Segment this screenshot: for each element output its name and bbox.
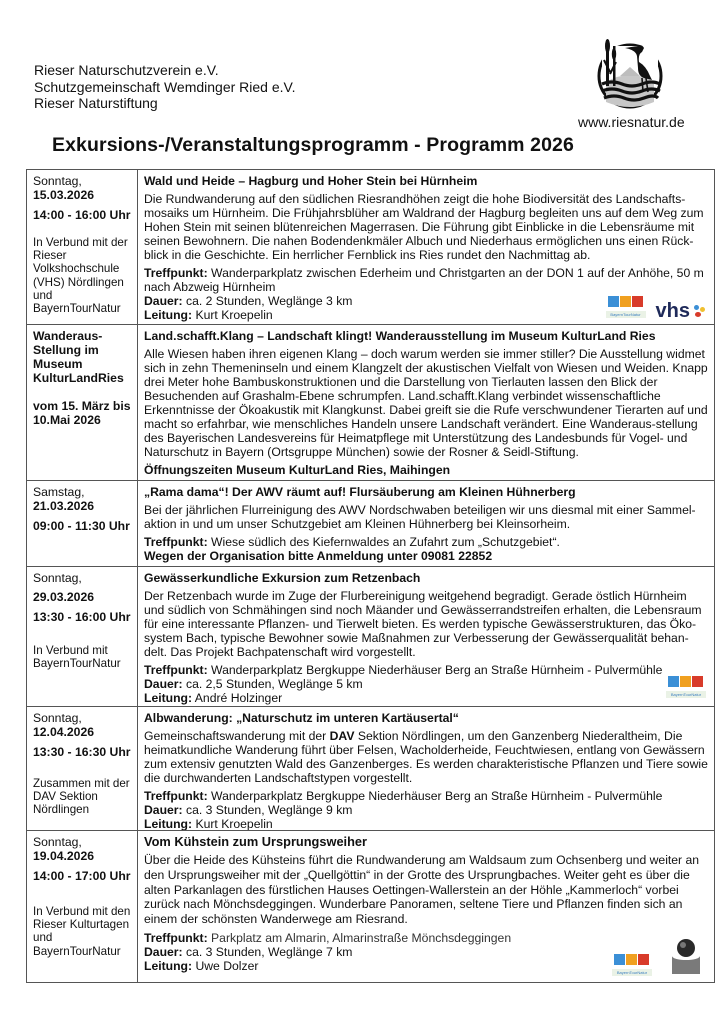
event-description: Der Retzenbach wurde im Zuge der Flurbereinigung weitgehend begradigt. Gerade östlich Hürnheim und südlich von Schmähingen sind noch Mäander und Gewässerrandstreifen erhalten, die Lebensraum für eine interessante Pflanzen- und Tierwelt bieten. Es werden typische Gewässerstrukturen, das Öko-system Bach, typische Bewohner sowie Maßnahmen zur Verbesserung der Gewässerqualität behan-delt. Das Projekt Bachpatenschaft wird vorgestellt. <box>144 589 702 659</box>
event-date: 19.04.2026 <box>33 849 94 863</box>
event-duration: Dauer: ca. 2,5 Stunden, Weglänge 5 km <box>144 677 363 691</box>
org-name: Rieser Naturschutzverein e.V. <box>34 62 219 78</box>
event-leader: Leitung: André Holzinger <box>144 691 283 705</box>
organizations-block <box>34 62 295 112</box>
event-meeting-point: Treffpunkt: Wanderparkplatz Bergkuppe Niederhäuser Berg an Straße Hürnheim - Pulvermühle <box>144 789 663 803</box>
bayerntournatur-logo-icon: BayernTourNatur <box>666 670 706 698</box>
exhibition-period: vom 15. März bis 10.Mai 2026 <box>33 399 131 427</box>
event-row <box>27 830 714 982</box>
event-description: Gemeinschaftswanderung mit der DAV Sektion Nördlingen, um den Ganzenberg Niederaltheim, Die heimatkundliche Wanderung führt über Felsen, Wacholderheide, Feuchtwiesen, entlang von Gewässern zum extensiv genutzten Wald des Ganzenberges. Es werden charakteristische Pflanzen und Tiere sowie die durchwanderten Landschaftstypen vorgestellt. <box>144 729 708 785</box>
event-details-cell <box>138 831 714 982</box>
exhibition-info-cell <box>27 325 138 480</box>
org-name: Schutzgemeinschaft Wemdinger Ried e.V. <box>34 78 296 95</box>
event-date-cell <box>27 707 138 830</box>
vhs-logo-icon: vhs <box>656 304 706 318</box>
event-partner: In Verbund mit BayernTourNatur <box>33 644 121 671</box>
event-duration: Dauer: ca. 3 Stunden, Weglänge 9 km <box>144 803 353 817</box>
event-date: 15.03.2026 <box>33 188 94 202</box>
event-date: 12.04.2026 <box>33 725 94 739</box>
registration-note: Wegen der Organisation bitte Anmeldung unter 09081 22852 <box>144 549 493 563</box>
event-title: Land.schafft.Klang – Landschaft klingt! Wanderausstellung im Museum KulturLand Ries <box>144 329 656 343</box>
page-title: Exkursions-/Veranstaltungsprogramm - Programm 2026 <box>52 134 574 156</box>
event-day: Sonntag, <box>33 571 82 585</box>
event-row <box>27 566 714 706</box>
event-date-cell <box>27 567 138 706</box>
website-link[interactable]: www.riesnatur.de <box>578 114 685 130</box>
exhibition-row <box>27 324 714 480</box>
event-day: Samstag, <box>33 485 85 499</box>
exhibition-details-cell <box>138 325 714 480</box>
org-name: Rieser Naturstiftung <box>34 95 158 111</box>
event-title: Gewässerkundliche Exkursion zum Retzenbach <box>144 571 421 585</box>
event-meeting-point: Treffpunkt: Wanderparkplatz zwischen Ederheim und Christgarten an der DON 1 auf der Anhöhe, 50 m nach Abzweig Hürnheim <box>144 266 704 294</box>
event-description: Die Rundwanderung auf den südlichen Riesrandhöhen zeigt die hohe Biodiversität des Landschafts-mosaiks um Hürnheim. Die Frühjahrsblüher am Waldrand der Hagburg begleiten uns auf dem Weg zum Hohen Stein mit seinen blütenreichen Magerrasen. Die Führung gibt Einblicke in die Lebensräume mit seinen Bewohnern. Die nahen Bodendenkmäler Albuch und Niederhaus ermöglichen uns einen Rück-blick in die Geschichte. Ein herrlicher Fernblick ins Ries rundet den Nachmittag ab. <box>144 192 704 262</box>
program-table <box>26 169 715 983</box>
bayerntournatur-logo-icon: BayernTourNatur <box>606 290 646 318</box>
event-details-cell <box>138 567 714 706</box>
event-partner: In Verbund mit den Rieser Kulturtagen und BayernTourNatur <box>33 905 131 958</box>
event-title: Wald und Heide – Hagburg und Hoher Stein bei Hürnheim <box>144 174 478 188</box>
event-meeting-point: Treffpunkt: Wiese südlich des Kiefernwaldes an Zufahrt zum „Schutzgebiet“. <box>144 535 560 549</box>
event-time: 13:30 - 16:30 Uhr <box>33 745 131 759</box>
event-duration: Dauer: ca. 2 Stunden, Weglänge 3 km <box>144 294 353 308</box>
event-day: Sonntag, <box>33 711 82 725</box>
event-row <box>27 170 714 324</box>
event-meeting-point: Treffpunkt: Parkplatz am Almarin, Almarinstraße Mönchsdeggingen <box>144 930 512 945</box>
event-description: Alle Wiesen haben ihren eigenen Klang – doch warum werden sie immer stiller? Die Ausstellung widmet sich in zehn Themeninseln und einem Klangzelt der akustischen Vielfalt von Wiesen und Weiden. Knapp drei Meter hohe Bambuskonstruktionen und die Darstellung von Tierlauten lassen den Blick der Besuchenden auf Grashalm-Ebene schrumpfen. Land.schafft.Klang verbindet wissenschaftliche Erkenntnisse der Ökoakustik mit Klangkunst. Dabei greift sie die Rufe verschwundener Tierarten auf und macht so erfahrbar, wie menschliches Handeln unsere Landschaft verändert. Eine Wanderaus-stellung des Bayerischen Landesvereins für Heimatpflege mit Unterstützung des Landesbunds für Vogel- und Naturschutz in Bayern (Ortsgruppe München) sowie der Rosner & Seidl-Stiftung. <box>144 347 708 459</box>
event-meeting-point: Treffpunkt: Wanderparkplatz Bergkuppe Niederhäuser Berg an Straße Hürnheim - Pulvermühle <box>144 663 663 677</box>
event-details-cell <box>138 707 714 830</box>
event-time: 14:00 - 16:00 Uhr <box>33 208 131 222</box>
event-description: Über die Heide des Kühsteins führt die Rundwanderung am Waldsaum zum Ochsenberg und weiter an den Ursprungsweiher mit der „Quellgöttin“ in der Grotte des Ursprungbaches. Weiter geht es über die alten Parkanlagen des fürstlichen Hauses Oettingen-Wallerstein an der Höhle „Kammerloch“ vorbei zurück nach Mönchsdeggingen. Wunderbare Panoramen, seltene Tiere und Pflanzen finden sich an einem der schönsten Wanderwege am Riesrand. <box>144 853 700 927</box>
event-date-cell <box>27 481 138 566</box>
event-description: Bei der jährlichen Flurreinigung des AWV Nordschwaben beteiligen wir uns diesmal mit einer Sammel-aktion in und um unser Schutzgebiet am Kleinen Hühnerberg bei Kleinsorheim. <box>144 503 696 531</box>
event-partner: Zusammen mit der DAV Sektion Nördlingen <box>33 777 130 817</box>
event-day: Sonntag, <box>33 174 82 188</box>
event-date-cell <box>27 831 138 982</box>
event-row <box>27 706 714 830</box>
event-title: „Rama dama“! Der AWV räumt auf! Flursäuberung am Kleinen Hühnerberg <box>144 485 576 499</box>
event-leader: Leitung: Kurt Kroepelin <box>144 817 273 831</box>
event-time: 13:30 - 16:00 Uhr <box>33 610 131 624</box>
event-title: Albwanderung: „Naturschutz im unteren Kartäusertal“ <box>144 711 459 725</box>
event-partner: In Verbund mit der Rieser Volkshochschule (VHS) Nördlingen und BayernTourNatur <box>33 236 128 316</box>
heron-logo-icon <box>592 32 672 112</box>
event-date: 21.03.2026 <box>33 499 94 513</box>
event-time: 14:00 - 17:00 Uhr <box>33 869 131 883</box>
event-row <box>27 480 714 566</box>
event-time: 09:00 - 11:30 Uhr <box>33 519 130 533</box>
event-title: Vom Kühstein zum Ursprungsweiher <box>144 834 368 849</box>
event-day: Sonntag, <box>33 835 82 849</box>
exhibition-title: Wanderaus-Stellung im Museum KulturLandRies <box>33 329 124 385</box>
event-leader: Leitung: Kurt Kroepelin <box>144 308 273 322</box>
opening-hours: Öffnungszeiten Museum KulturLand Ries, Maihingen <box>144 463 451 477</box>
bayerntournatur-logo-icon: BayernTourNatur <box>612 948 652 976</box>
event-details-cell <box>138 481 714 566</box>
event-date-cell <box>27 170 138 324</box>
event-details-cell <box>138 170 714 324</box>
event-duration: Dauer: ca. 3 Stunden, Weglänge 7 km <box>144 944 353 959</box>
rieser-kulturtage-logo-icon <box>666 936 706 976</box>
event-leader: Leitung: Uwe Dolzer <box>144 958 259 973</box>
event-date: 29.03.2026 <box>33 590 94 604</box>
